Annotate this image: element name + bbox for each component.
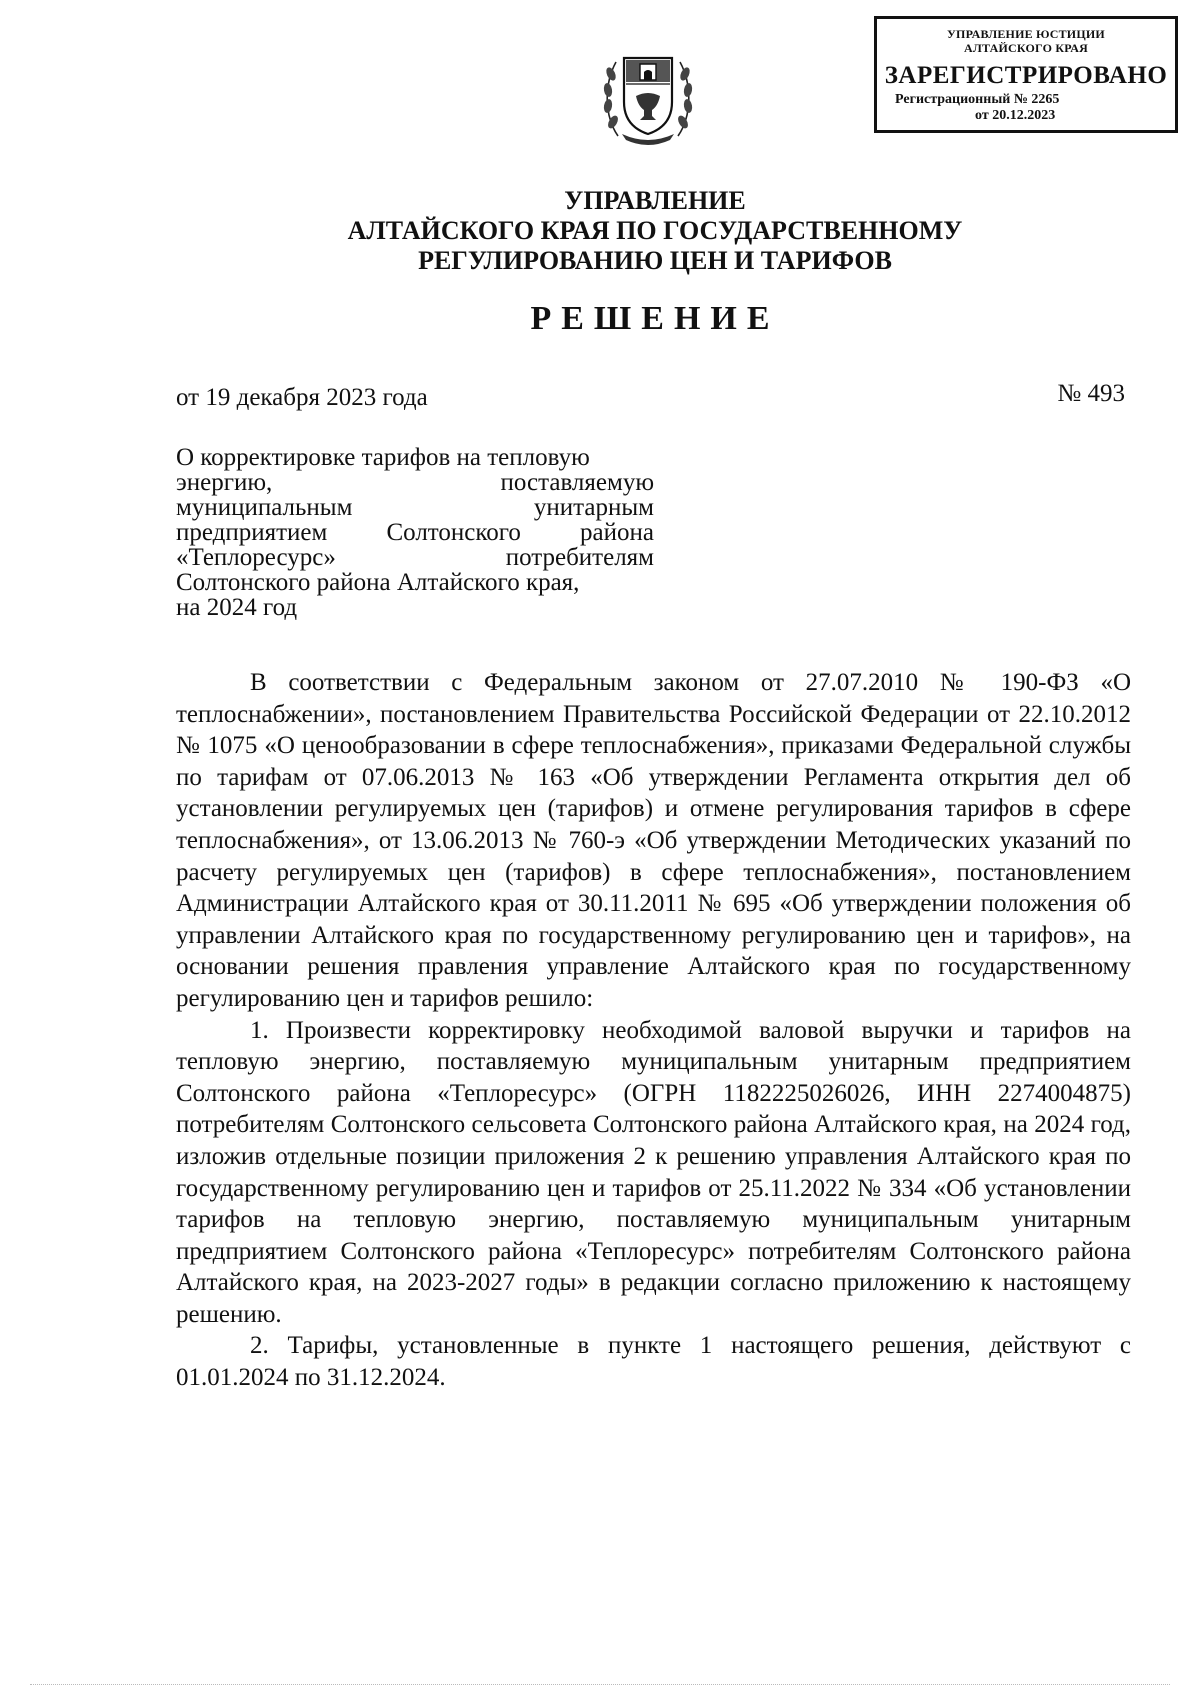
stamp-org-line2: АЛТАЙСКОГО КРАЯ — [964, 41, 1088, 55]
subject-line: «Теплоресурс» потребителям — [176, 544, 654, 571]
subject-line: на 2024 год — [176, 594, 298, 621]
document-body — [176, 667, 1131, 1394]
stamp-org-line1: УПРАВЛЕНИЕ ЮСТИЦИИ — [947, 27, 1105, 41]
authority-line2: АЛТАЙСКОГО КРАЯ ПО ГОСУДАРСТВЕННОМУ — [347, 216, 963, 245]
preamble-paragraph: В соответствии с Федеральным законом от 27.07.2010 № 190-ФЗ «О теплоснабжении», постановлением Правительства Российской Федерации от 22.10.2012 № 1075 «О ценообразовании в сфере теплоснабжения», приказами Федеральной службы по тарифам от 07.06.2013 № 163 «Об утверждении Регламента открытия дел об установлении регулируемых цен (тарифов) и отмене регулирования тарифов в сфере теплоснабжения», от 13.06.2013 № 760-э «Об утверждении Методических указаний по расчету регулируемых цен (тарифов) в сфере теплоснабжения», постановлением Администрации Алтайского края от 30.11.2011 № 695 «Об утверждении положения об управлении Алтайского края по государственному регулированию цен и тарифов», на основании решения правления управление Алтайского края по государственному регулированию цен и тарифов решило: — [176, 669, 1131, 1012]
authority-line1: УПРАВЛЕНИЕ — [564, 186, 746, 215]
issuing-authority-title — [200, 186, 1110, 276]
subject-line: предприятием Солтонского района — [176, 519, 654, 546]
stamp-reg-date: от 20.12.2023 — [975, 108, 1056, 123]
document-date: от 19 декабря 2023 года — [176, 384, 428, 411]
document-type-title: РЕШЕНИЕ — [530, 300, 780, 337]
subject-line: О корректировке тарифов на тепловую — [176, 444, 590, 471]
stamp-reg-number: Регистрационный № 2265 — [895, 92, 1060, 107]
authority-line3: РЕГУЛИРОВАНИЮ ЦЕН И ТАРИФОВ — [418, 246, 892, 275]
scan-edge-line — [30, 1684, 1170, 1686]
subject-line: энергию, поставляемую — [176, 469, 654, 496]
stamp-status: ЗАРЕГИСТРИРОВАНО — [884, 62, 1168, 89]
subject-line: Солтонского района Алтайского края, — [176, 569, 580, 596]
decision-item-2: 2. Тарифы, установленные в пункте 1 настоящего решения, действуют с 01.01.2024 по 31.12.2024. — [176, 1332, 1131, 1392]
document-number: № 493 — [1057, 380, 1125, 407]
coat-of-arms-icon — [600, 44, 696, 148]
decision-item-1: 1. Произвести корректировку необходимой валовой выручки и тарифов на тепловую энергию, поставляемую муниципальным унитарным предприятием Солтонского района «Теплоресурс» (ОГРН 1182225026026, ИНН 2274004875) потребителям Солтонского сельсовета Солтонского района Алтайского края, на 2024 год, изложив отдельные позиции приложения 2 к решению управления Алтайского края по государственному регулированию цен и тарифов от 25.11.2022 № 334 «Об установлении тарифов на тепловую энергию, поставляемую муниципальным унитарным предприятием Солтонского района «Теплоресурс» потребителям Солтонского района Алтайского края, на 2023-2027 годы» в редакции согласно приложению к настоящему решению. — [176, 1016, 1131, 1328]
registration-stamp — [874, 16, 1178, 133]
subject-line: муниципальным унитарным — [176, 494, 654, 521]
document-subject — [176, 445, 654, 620]
